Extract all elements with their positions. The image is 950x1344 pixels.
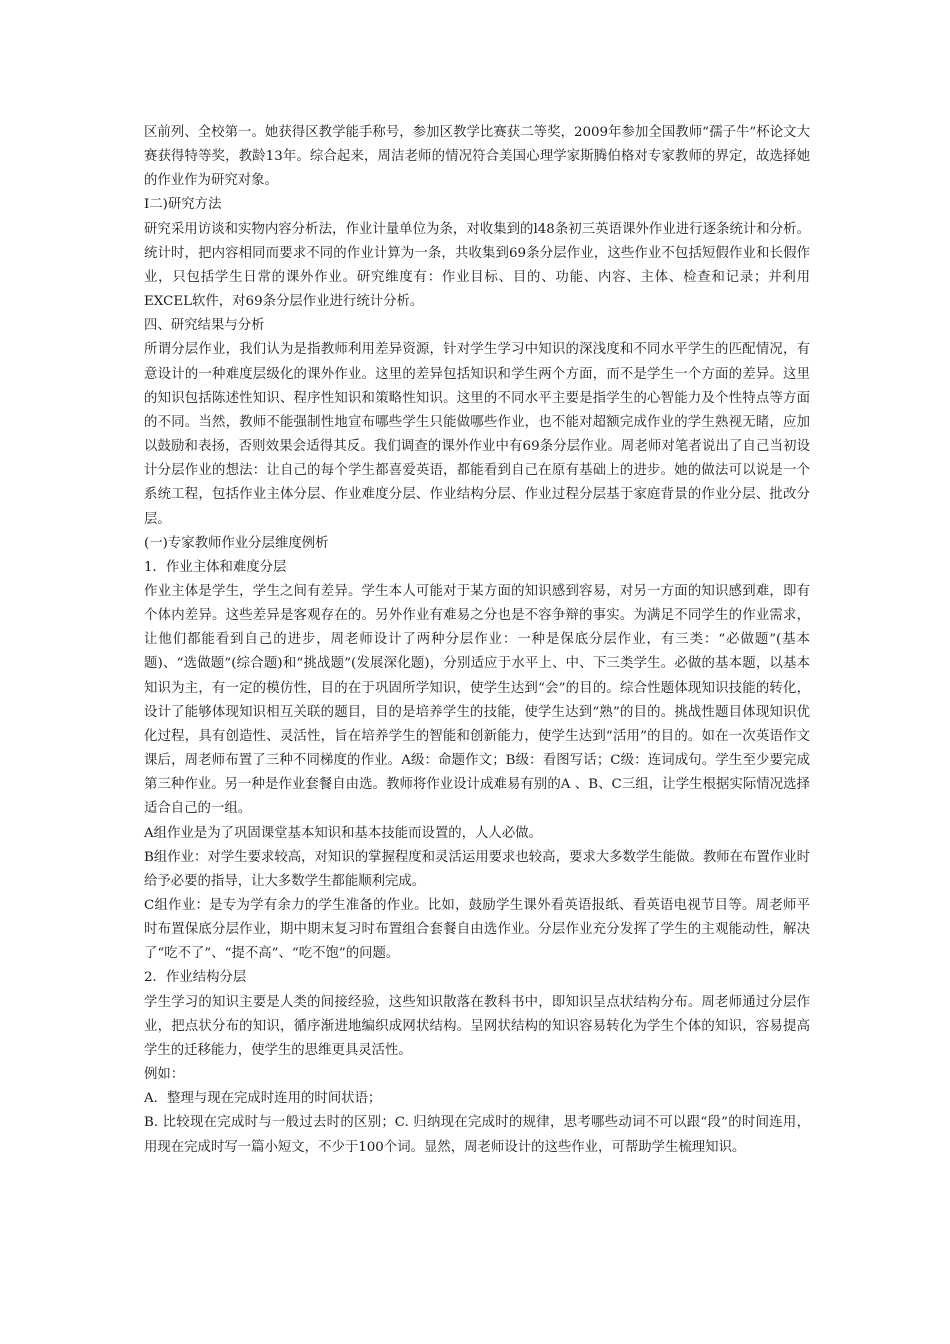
- example-label: 例如：: [144, 1067, 185, 1083]
- section-heading: I二)研究方法: [144, 197, 222, 213]
- subsection-heading: (一)专家教师作业分层维度例析: [144, 535, 329, 551]
- paragraph: C组作业：是专为学有余力的学生准备的作业。比如，鼓励学生课外看英语报纸、看英语电视节目等。周老师平时布置保底分层作业，期中期末复习时布置组合套餐自由选作业。分层作业充分发挥了学生的主观能动性，解决了“吃不了”、“提不高”、“吃不饱”的问题。: [144, 898, 810, 962]
- section-heading: 四、研究结果与分析: [144, 318, 265, 334]
- paragraph: A组作业是为了巩固课堂基本知识和基本技能而设置的，人人必做。: [144, 825, 542, 841]
- paragraph: 所谓分层作业，我们认为是指教师利用差异资源，针对学生学习中知识的深浅度和不同水平学生的匹配情况，有意设计的一种难度层级化的课外作业。这里的差异包括知识和学生两个方面，而不是学生一个方面的差异。这里的知识包括陈述性知识、程序性知识和策略性知识。这里的不同水平主要是指学生的心智能力及个性特点等方面的不同。当然，教师不能强制性地宣布哪些学生只能做哪些作业，也不能对超额完成作业的学生熟视无睹，应加以鼓励和表扬，否则效果会适得其反。我们调查的课外作业中有69条分层作业。周老师对笔者说出了自己当初设计分层作业的想法：让自己的每个学生都喜爱英语，都能看到自己在原有基础上的进步。她的做法可以说是一个系统工程，包括作业主体分层、作业难度分层、作业结构分层、作业过程分层基于家庭背景的作业分层、批改分层。: [144, 342, 810, 527]
- example-item: B. 比较现在完成时与一般过去时的区别；C. 归纳现在完成时的规律，思考哪些动词不可以跟“段”的时间连用，用现在完成时写一篇小短文，不少于100个词。显然，周老师设计的这些作业，可帮助学生梳理知识。: [144, 1115, 810, 1155]
- paragraph: 区前列、全校第一。她获得区教学能手称号，参加区教学比赛获二等奖，2009年参加全国教师“孺子牛”杯论文大赛获得特等奖，教龄13年。综合起来，周洁老师的情况符合美国心理学家斯腾伯格对专家教师的界定，故选择她的作业作为研究对象。: [144, 125, 810, 189]
- paragraph: 作业主体是学生，学生之间有差异。学生本人可能对于某方面的知识感到容易，对另一方面的知识感到难，即有个体内差异。这些差异是客观存在的。另外作业有难易之分也是不容争辩的事实。为满足不同学生的作业需求，让他们都能看到自己的进步，周老师设计了两种分层作业：一种是保底分层作业，有三类：“必做题”(基本题)、“选做题”(综合题)和“挑战题”(发展深化题)，分别适应于水平上、中、下三类学生。必做的基本题，以基本知识为主，有一定的模仿性，目的在于巩固所学知识，使学生达到“会”的目的。综合性题体现知识技能的转化，设计了能够体现知识相互关联的题目，目的是培养学生的技能，使学生达到“熟”的目的。挑战性题目体现知识优化过程，具有创造性、灵活性，旨在培养学生的智能和创新能力，使学生达到“活用”的目的。如在一次英语作文课后，周老师布置了三种不同梯度的作业。A级：命题作文；B级：看图写话；C级：连词成句。学生至少要完成第三种作业。另一种是作业套餐自由选。教师将作业设计成难易有别的A 、B、C三组，让学生根据实际情况选择适合自己的一组。: [144, 583, 810, 817]
- subsection-heading: 1．作业主体和难度分层: [144, 559, 287, 575]
- subsection-heading: 2．作业结构分层: [144, 970, 247, 986]
- example-item: A．整理与现在完成时连用的时间状语；: [144, 1091, 382, 1107]
- paragraph: 学生学习的知识主要是人类的间接经验，这些知识散落在教科书中，即知识呈点状结构分布。周老师通过分层作业，把点状分布的知识，循序渐进地编织成网状结构。呈网状结构的知识容易转化为学生个体的知识，容易提高学生的迁移能力，使学生的思维更具灵活性。: [144, 994, 810, 1058]
- paragraph: B组作业：对学生要求较高，对知识的掌握程度和灵活运用要求也较高，要求大多数学生能做。教师在布置作业时给予必要的指导，让大多数学生都能顺利完成。: [144, 849, 810, 889]
- document-body: [144, 121, 810, 1160]
- paragraph: 研究采用访谈和实物内容分析法，作业计量单位为条，对收集到的l48条初三英语课外作业进行逐条统计和分析。统计时，把内容相同而要求不同的作业计算为一条，共收集到69条分层作业，这些作业不包括短假作业和长假作业，只包括学生日常的课外作业。研究维度有：作业目标、目的、功能、内容、主体、检查和记录；并利用EXCEL软件，对69条分层作业进行统计分析。: [144, 221, 810, 310]
